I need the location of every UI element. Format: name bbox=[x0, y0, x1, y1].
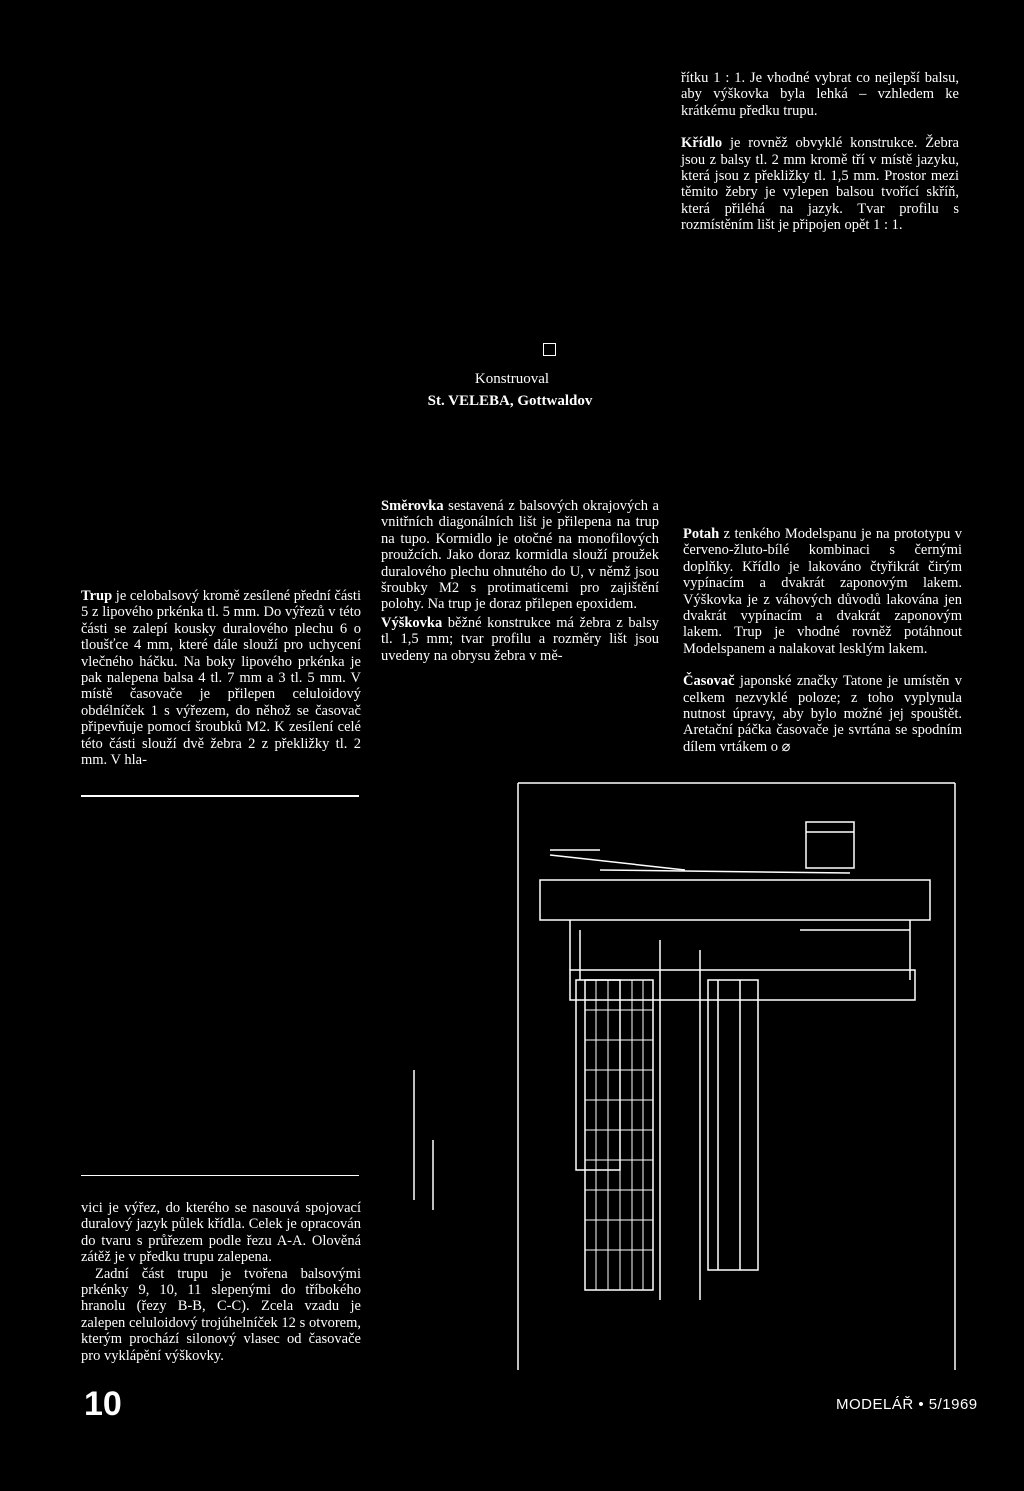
right-column bbox=[683, 526, 962, 755]
heading-wing: Křídlo bbox=[681, 135, 723, 152]
left-column bbox=[81, 588, 361, 768]
author-name: St. VELEBA, Gottwaldov bbox=[427, 393, 593, 409]
author-label: Konstruoval bbox=[474, 371, 550, 387]
divider-bottom-left bbox=[81, 1175, 359, 1176]
heading-stabilizer: Výškovka bbox=[381, 614, 443, 631]
paragraph-wing: Křídlo je rovněž obvyklé konstrukce. Žebra jsou z balsy tl. 2 mm kromě tří v místě jazyku, která jsou z překližky tl. 1,5 mm. Prostor mezi těmito žebry je vylepen balsou tvořící skříň, která přiléhá na jazyk. Tvar profilu s rozmístěním lišt je připojen opět 1 : 1. bbox=[681, 135, 959, 234]
right-strip bbox=[708, 980, 758, 1270]
bottom-left-column bbox=[81, 1200, 361, 1364]
paragraph-rear-fuselage: Zadní část trupu je tvořena balsovými prkénky 9, 10, 11 slepenými do tříbokého hranolu (řezy B-B, C-C). Zcela vzadu je zalepen celuloidový trojúhelníček 12 s otvorem, kterým prochází silonový vlasec od časovače pro vyklápění výškovky. bbox=[81, 1265, 361, 1364]
middle-column bbox=[381, 498, 659, 664]
heading-timer: Časovač bbox=[683, 673, 735, 690]
page-number: 10 bbox=[84, 1385, 122, 1423]
divider-left bbox=[81, 795, 359, 797]
paragraph-wing-joiner: vici je výřez, do kterého se nasouvá spojovací duralový jazyk půlek křídla. Celek je opracován do tvaru s průřezem podle řezu A-A. Olověná zátěž je v předku trupu zalepena. bbox=[81, 1200, 361, 1266]
fuselage-tail-box bbox=[576, 980, 620, 1170]
paragraph-covering: Potah z tenkého Modelspanu je na prototypu v červeno-žluto-bílé kombinaci s černými doplňky. Křídlo je lakováno čtyřikrát čirým vypínacím a dvakrát zaponovým lakem. Výškovka je z váhových důvodů lakována jen dvakrát vypínacím a dvakrát zaponovým lakem. Trup je vhodné rovněž potáhnout Modelspanem a nalakovat lesklým lakem. bbox=[683, 526, 962, 657]
paragraph-fuselage: Trup je celobalsový kromě zesílené přední části 5 z lipového prkénka tl. 5 mm. Do výřezů v této části se zalepí kousky duralového plechu 6 o tloušťce 4 mm, které dále slouží pro uchycení vlečného háčku. Na boky lipového prkénka je pak nalepena balsa 4 tl. 7 mm a 3 tl. 5 mm. V místě časovače je přilepen celuloidový obdélníček 1 s výřezem, do něhož se časovač připevňuje pomocí šroubků M2. K zesílení celé této části slouží dvě žebra 2 z překližky tl. 2 mm. V hla- bbox=[81, 588, 361, 769]
paragraph-timer: Časovač japonské značky Tatone je umístěn v celkem nezvyklé poloze; z toho vyplynula nutnost úpravy, aby bylo možné jej spouštět. Aretační páčka časovače je svrtána se spodním dílem vrtákem o ⌀ bbox=[683, 673, 962, 755]
heading-covering: Potah bbox=[683, 526, 720, 542]
separator-square-icon bbox=[543, 343, 556, 356]
paragraph-scale-note: řítku 1 : 1. Je vhodné vybrat co nejlepší balsu, aby výškovka byla lehká – vzhledem ke krátkému předku trupu. bbox=[681, 70, 959, 119]
timer-box bbox=[806, 822, 854, 868]
heading-rudder: Směrovka bbox=[381, 498, 444, 514]
magazine-footer: MODELÁŘ • 5/1969 bbox=[836, 1396, 978, 1413]
paragraph-rudder: Směrovka sestavená z balsových okrajových a vnitřních diagonálních lišt je přilepena na trup na tupo. Kormidlo je otočné na monofilových proužcích. Jako doraz kormidla slouží proužek duralového plechu ohnutého do U, v němž jsou šroubky M2 s protimaticemi pro zajištění polohy. Na trup je doraz přilepen epoxidem. bbox=[381, 498, 659, 613]
fuselage-technical-drawing bbox=[400, 780, 960, 1370]
paragraph-stabilizer: Výškovka běžné konstrukce má žebra z balsy tl. 1,5 mm; tvar profilu a rozměry lišt jsou uvedeny na obrysu žebra v mě- bbox=[381, 614, 659, 664]
heading-fuselage: Trup bbox=[81, 588, 113, 604]
fuselage-top-block bbox=[540, 880, 930, 920]
fuselage-mid-block bbox=[570, 970, 915, 1000]
right-top-column bbox=[681, 70, 959, 234]
